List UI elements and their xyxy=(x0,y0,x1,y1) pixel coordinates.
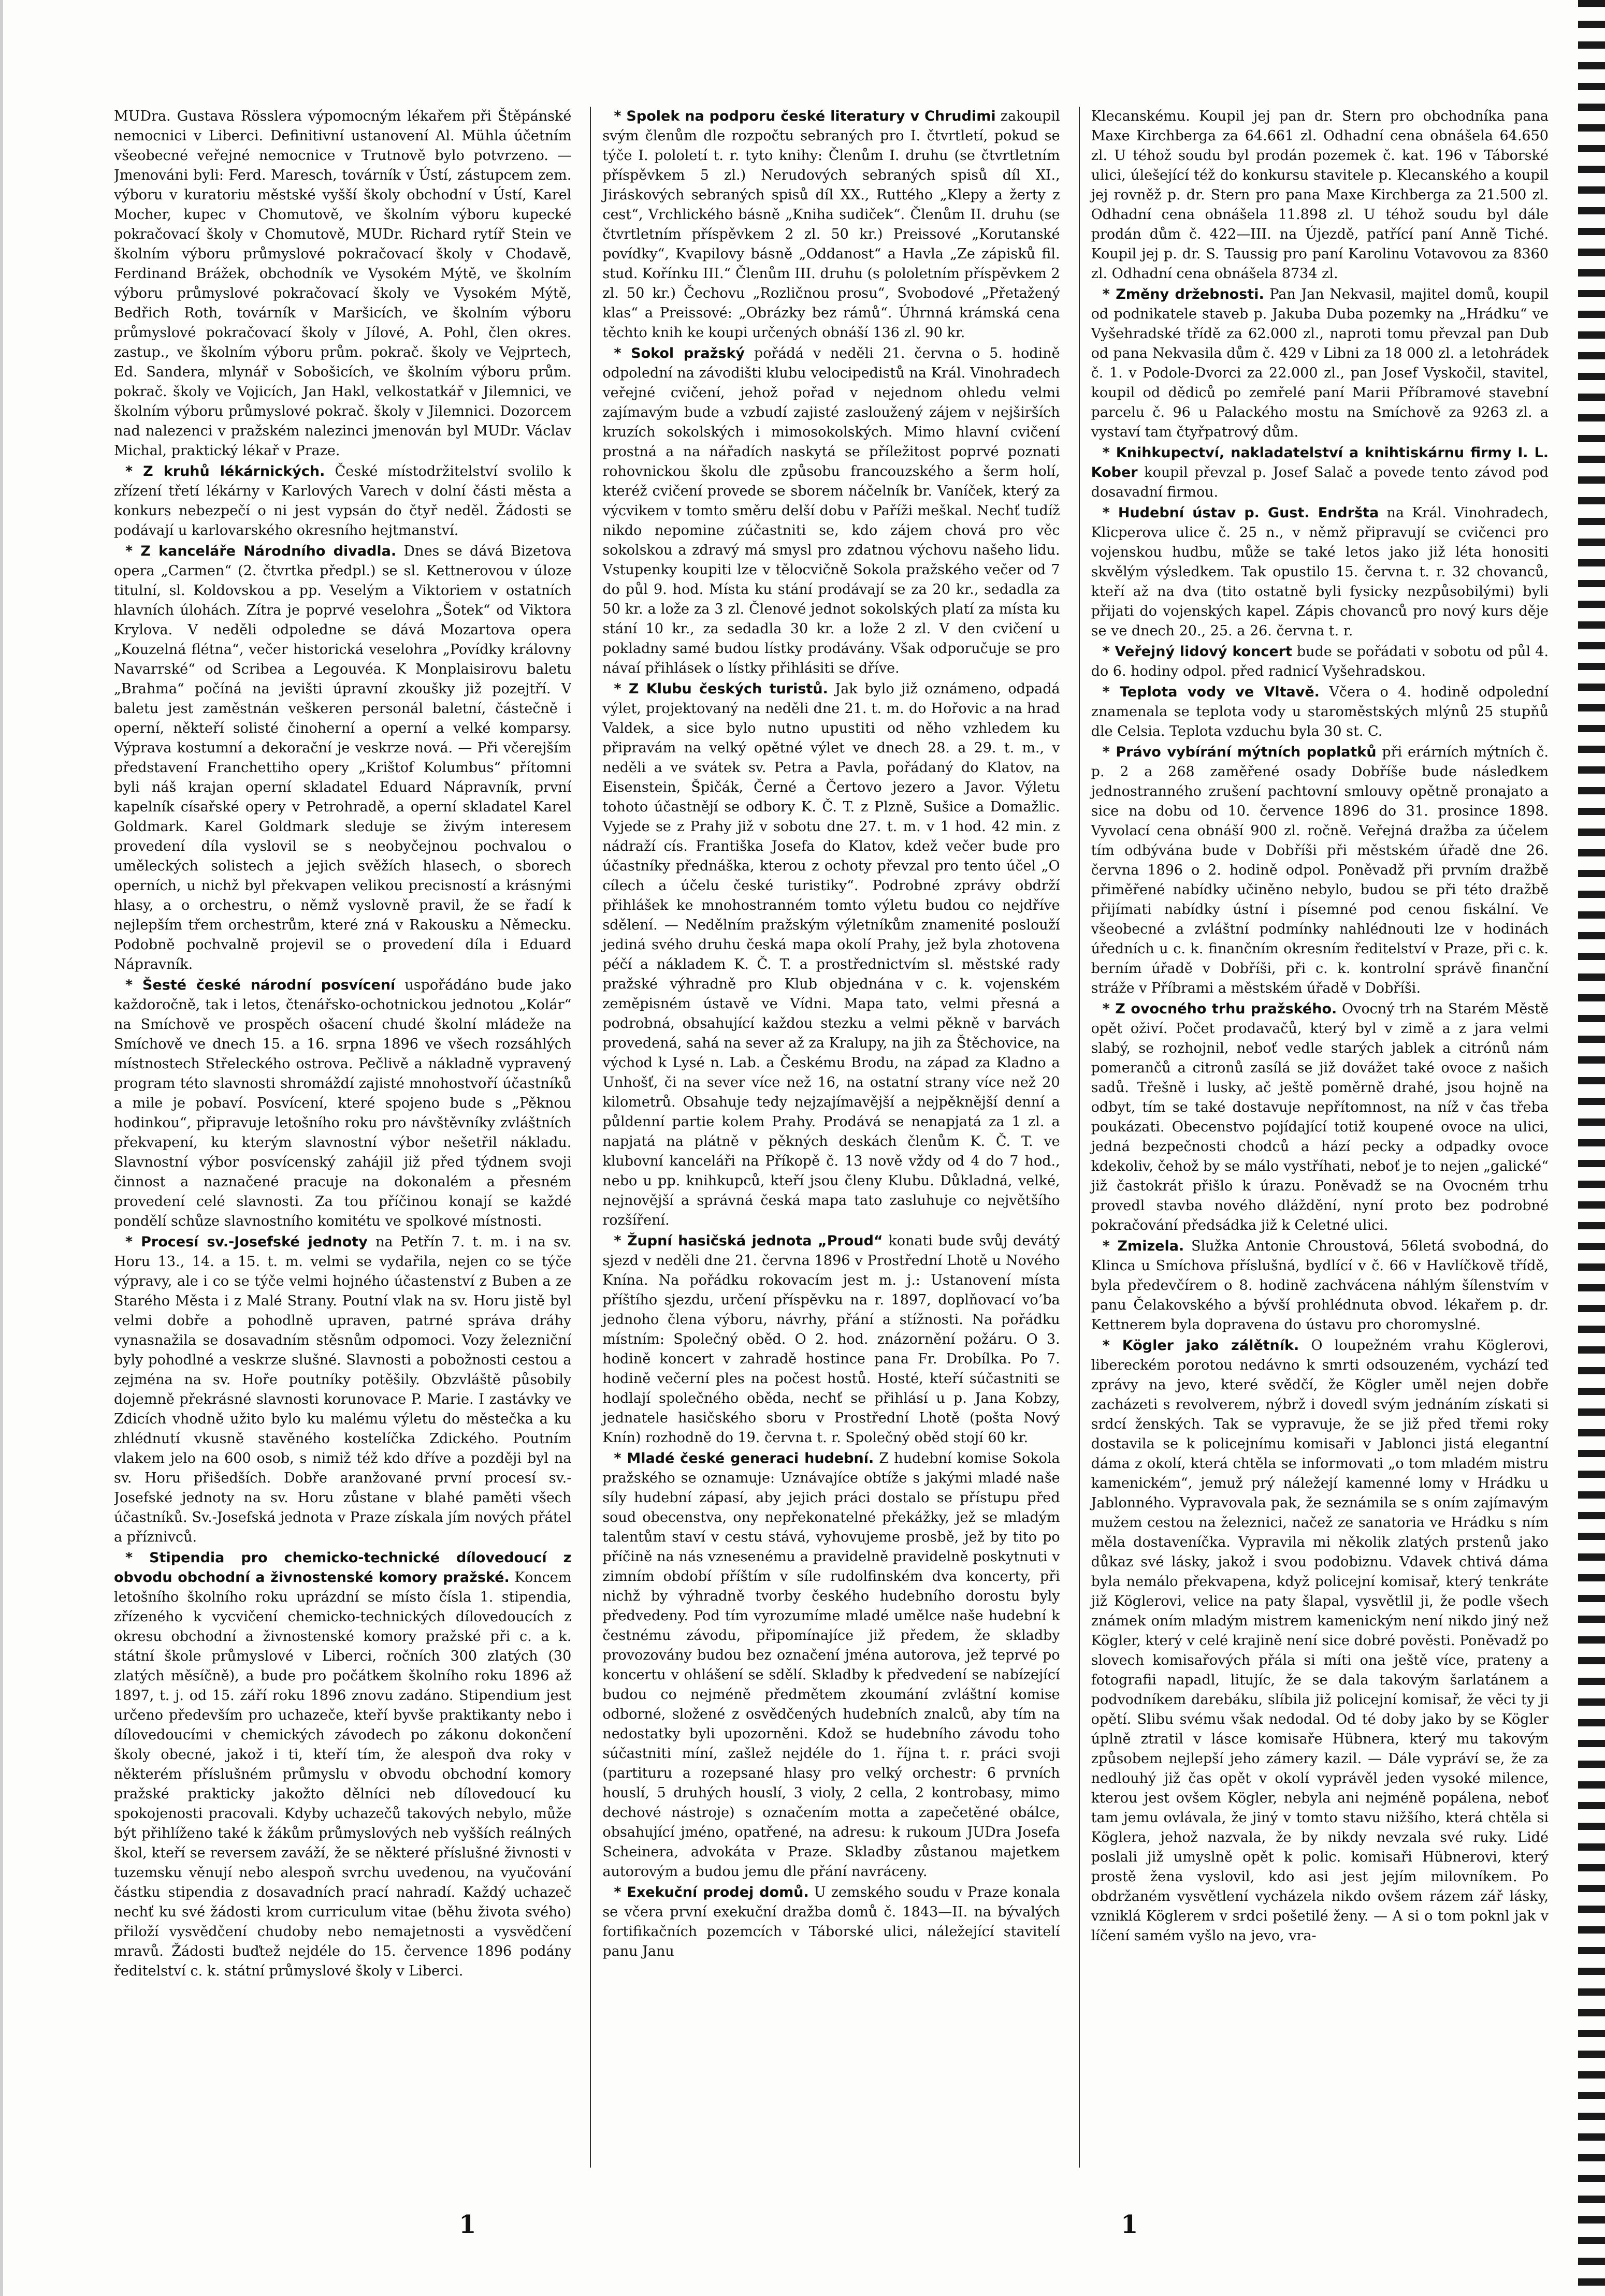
article-paragraph xyxy=(114,1232,571,1547)
article-paragraph xyxy=(114,976,571,1231)
article-text: Ovocný trh na Starém Městě opět oživí. Počet prodavačů, který byl v zimě a z jara velmi slabý, se rozhojnil, neboť vedle starých jablek a citrónů nám pomerančů a citronů zasílá se již dovážet také ovoce z našich sadů. Třešně i lusky, ač ještě poměrně drahé, jsou hojně na odbyt, tím se také dostavuje nepřítomnost, na níž v čas třeba poukázati. Obecenstvo pojídající totiž koupené ovoce na ulici, jedná bezpečnosti chodců a hází pecky a odpadky ovoce kdekoliv, čehož by se málo vystříhati, neboť je to nejen „galické“ již častokrát přišlo k úrazu. Poněvadž se na Ovocném trhu provedl stavba nového dláždění, nyní proto bez podrobné pokračování předsádka již k Celetné ulici. xyxy=(1091,1001,1549,1233)
article-paragraph xyxy=(114,1548,571,1981)
article-text: Včera o 4. hodině odpolední znamenala se teplota vody u staroměstských mlýnů 25 stupňů dle Celsia. Teplota vzduchu byla 30 st. C. xyxy=(1091,684,1549,739)
article-paragraph xyxy=(114,107,571,461)
article-heading: * Sokol pražský xyxy=(614,345,745,361)
article-text: konati bude svůj devátý sjezd v neděli dne 21. června 1896 v Prostřední Lhotě u Nového Knína. Na pořádku rokovacím jest m. j.: Ustanovení místa příštího sjezdu, určení příspěvku na r. 1897, doplňovací vo’ba jednoho člena výboru, návrhy, přání a stížnosti. Na pořádku místním: Společný oběd. O 2. hod. znázornění požáru. O 3. hodině koncert v zahradě hostince pana Fr. Drobílka. Po 7. hodině večerní ples na počest hostů. Hosté, kteří súčastniti se hodlají společného oběda, nechť se přihlásí u p. Jana Kobzy, jednatele hasičského sboru v Prostřední Lhotě (pošta Nový Knín) rozhodně do 19. června t. r. Společný oběd stojí 60 kr. xyxy=(602,1233,1060,1446)
article-paragraph xyxy=(602,1883,1060,1961)
scan-left-edge xyxy=(0,0,3,2296)
column-right xyxy=(1079,107,1549,2168)
article-text: při erárních mýtních č. p. 2 a 268 zaměřené osady Dobříše bude následkem jednostranného zrušení pachtovní smlouvy opětně pronajato a sice na dobu od 10. července 1896 do 31. prosince 1898. Vyvolací cena obnáší 900 zl. ročně. Veřejná dražba za účelem tím odbývána bude v Dobříši při městském úřadě dne 26. června 1896 o 2. hodině odpol. Poněvadž při prvním dražbě přiměřené nabídky učiněno nebylo, budou se při této dražbě přijímati nabídky ústní i písemné pod cenou fiskální. Ve všeobecné a zvláštní podmínky nahlédnouti lze v hodinách úředních u c. k. finančním okresním ředitelství v Praze, při c. k. berním úřadě v Dobříši, při c. k. kontrolní správě finanční stráže v Příbrami a městském úřadě v Dobříši. xyxy=(1091,744,1549,996)
page-mark-right: 1 xyxy=(1121,2210,1138,2239)
article-text: Dnes se dává Bizetova opera „Carmen“ (2. čtvrtka předpl.) se sl. Kettnerovou v úloze titulní, sl. Koldovskou a pp. Veselým a Viktoriem v ostatních hlavních úlohách. Zítra je poprvé veselohra „Šotek“ od Viktora Krylova. V neděli odpoledne se dává Mozartova opera „Kouzelná flétna“, večer historická veselohra „Povídky královny Navarrské“ od Scribea a Legouvéa. K Monplaisirovu baletu „Brahma“ počíná na jevišti úpravní zkoušky již pozejtří. V baletu jest zaměstnán veškeren personál baletní, částečně i operní, někteří solisté činoherní a operní a velké komparsy. Výprava kostumní a dekorační je veskrze nová. — Při včerejším představení Franchettiho opery „Krištof Kolumbus“ přítomni byli náš krajan operní skladatel Eduard Nápravník, první kapelník císařské opery v Petrohradě, a operní skladatel Karel Goldmark. Karel Goldmark sleduje se živým interesem provedení díla vyslovil se s neobyčejnou pochvalou o uměleckých solistech a jejich svěžích hlasech, o sborech operních, u nichž byl překvapen velikou precisností a krásnými hlasy, a o orchestru, o němž vyslovně pravil, že se řadí k nejlepším třem orchestrům, které zná v Rakousku a Německu. Podobně pochvalně projevil se o provedení díla i Eduard Nápravník. xyxy=(114,543,572,972)
article-heading: * Z kanceláře Národního divadla. xyxy=(125,543,397,559)
text-columns xyxy=(114,107,1549,2168)
article-heading: * Z Klubu českých turistů. xyxy=(614,681,828,697)
article-text: bude se pořádati v sobotu od půl 4. do 6. hodiny odpol. před radnicí Vyšehradskou. xyxy=(1091,644,1549,679)
article-paragraph xyxy=(114,542,571,975)
article-paragraph xyxy=(1091,999,1549,1236)
article-heading: * Mladé české generaci hudební. xyxy=(614,1450,874,1466)
article-heading: * Knihkupectví, nakladatelství a knihtiskárnu firmy I. L. Kober xyxy=(1091,445,1549,481)
article-paragraph xyxy=(1091,642,1549,681)
article-paragraph xyxy=(602,1449,1060,1882)
column-middle xyxy=(590,107,1060,2168)
article-paragraph xyxy=(1091,1336,1549,1946)
article-paragraph xyxy=(1091,1237,1549,1335)
article-paragraph xyxy=(1091,682,1549,742)
article-text: Služka Antonie Chroustová, 56letá svobodná, do Klinca u Smíchova příslušná, bydlící v č. 66 v Havlíčkově třídě, byla předevčírem o 8. hodině zachvácena náhlým šílenstvím v panu Čelakovského a bývší prohlédnuta obvod. lékařem p. dr. Kettnerem byla dopravena do ústavu pro choromyslné. xyxy=(1091,1238,1549,1333)
article-text: O loupežném vrahu Köglerovi, libereckém porotou nedávno k smrti odsouzeném, vychází teď zprávy na jevo, které svědčí, že Kögler uměl nejen dobře zacházeti s revolverem, nýbrž i dovedl svým jednáním získati si srdcí ženských. Tak se vypravuje, že se již před třemi roky dostavila se k policejnímu komisaři v Jablonci jistá elegantní dáma z okolí, která chtěla se informovati „o tom mladém mistru kamenickém“, jemuž prý náležejí kamenné lomy v Hrádku u Jablonného. Vypravovala pak, že seznámila se s oním zajímavým mužem cestou na železnici, načež ze sanatoria ve Hrádku s ním měla dostaveníčka. Vypravila mi několik zlatých prstenů jako důkaz své lásky, jakož i svou podobiznu. Vdavek chtivá dáma byla nemálo překvapena, když policejní komisař, který tenkráte již Köglerovi, velice na paty šlapal, vysvětlil ji, že podle všech známek oním mladým mistrem kamenickým není nikdo jiný než Kögler, který v celé krajině není sice dobré pověsti. Poněvadž po slovech komisařových přála si míti ona ještě více, prateny a fotografii napadl, litujíc, že se dala takovým šarlatánem a podvodníkem darebáku, slíbila již policejní komisař, že věci ty ji opětí. Slibu svému však nedodal. Od té doby jako by se Kögler úplně ztratil v lásce komisaře Hübnera, který mu takovým způsobem nejlepší jeho zámery kazil. — Dále vypráví se, že za nedlouhý již čas opět v okolí vyprávěl jeden vysoké milence, kterou jest ovšem Kögler, nebyla ani nejméně popálena, neboť tam jemu ovlávala, že jiný v tomto stavu nižšího, která chtěla si Köglera, jehož nazvala, že by nikdy nevzala své ruky. Lidé poslali již umyslně opět k polic. komisaři Hübnerovi, který prostě žena vyslovil, kdo asi jest jejím milovníkem. Po obdržaném vysvětlení vycházela nikdo ovšem rázem zář lásky, vzniklá Köglerem v srdci pošetilé ženy. — A si o tom poknl jak v líčení samém vyšlo na jevo, vra- xyxy=(1091,1338,1549,1944)
article-text: Jak bylo již oznámeno, odpadá výlet, projektovaný na neděli dne 21. t. m. do Hořovic a na hrad Valdek, a sice bylo nutno upustiti od něho vzhledem ku připravám na velký opětné výlet ve dnech 28. a 29. t. m., v neděli a ve svátek sv. Petra a Pavla, pořádaný do Klatov, na Eisenstein, Špičák, Černé a Čertovo jezero a Javor. Výletu tohoto účastnějí se odbory K. Č. T. z Plzně, Sušice a Domažlic. Vyjede se z Prahy již v sobotu dne 27. t. m. v 1 hod. 42 min. z nádraží cís. Františka Josefa do Klatov, kdež večer bude pro účastníky přednáška, kterou z ochoty převzal pro tento účel „O cílech a účelu české turistiky“. Podrobné zprávy obdrží přihlášek ke mnohostranném tomto výletu budou co nejdříve sdělení. — Nedělním pražským výletníkům znamenité poslouží jediná svého druhu česká mapa okolí Prahy, jež byla zhotovena péčí a nákladem K. Č. T. a prostřednictvím sl. městské rady pražské výhradně pro Klub objednána v c. k. vojenském zeměpisném ústavě ve Vídni. Mapa tato, velmi přesná a podrobná, obsahující každou stezku a velmi pěkně v barvách provedená, sahá na sever až za Kralupy, na jih za Štěchovice, na východ k Lysé n. Lab. a Českému Brodu, na západ za Kladno a Unhošť, či na sever více než 16, na ostatní strany více než 20 kilometrů. Obsahuje tedy nejzajímavější a nejpěknější denní a půldenní partie kolem Prahy. Prodává se nenapjatá za 1 zl. a napjatá na plátně v pěkných deskách členům K. Č. T. ve klubovní kanceláři na Příkopě č. 13 nově vždy od 4 do 7 hod., nebo u pp. knihkupců, kteří jsou členy Klubu. Důkladná, velké, nejnovější a správná česká mapa tato zasluhuje co největšího rozšíření. xyxy=(602,681,1060,1228)
article-heading: * Spolek na podporu české literatury v Chrudimi xyxy=(614,108,996,124)
article-heading: * Zmizela. xyxy=(1102,1238,1184,1254)
article-paragraph xyxy=(602,107,1060,343)
article-text: na Král. Vinohradech, Klicperova ulice č. 25 n., v němž připravují se cvičenci pro vojenskou hudbu, může se také letos jako již léta honositi skvělým výsledkem. Tak opustilo 15. června t. r. 32 chovanců, kteří až na dva (tito ostatně byli fysicky nezpůsobilými) byli přijati do vojenských kapel. Zápis chovanců pro nový kurs děje se ve dnech 20., 25. a 26. června t. r. xyxy=(1091,505,1549,639)
article-paragraph xyxy=(602,1231,1060,1448)
column-left xyxy=(114,107,571,2168)
article-paragraph xyxy=(1091,503,1549,641)
article-heading: * Stipendia pro chemicko-technické dílovedoucí z obvodu obchodní a živnostenské komory pražské. xyxy=(114,1550,572,1586)
article-text: U zemského soudu v Praze konala se včera první exekuční dražba domů č. 1843—II. na bývalých fortifikačních pozemcích v Táborské ulici, náležející stavitelí panu Janu xyxy=(602,1884,1060,1959)
article-paragraph xyxy=(602,344,1060,678)
article-heading: * Kögler jako zálětník. xyxy=(1102,1338,1299,1354)
article-paragraph xyxy=(114,462,571,541)
article-text: MUDra. Gustava Rösslera výpomocným lékařem při Štěpánské nemocnici v Liberci. Definitivní ustanovení Al. Mühla účetním všeobecné veřejné nemocnice v Trutnově bylo potvrzeno. — Jmenováni byli: Ferd. Maresch, továrník v Ústí, zástupcem zem. výboru v kuratoriu městské vyšší školy obchodní v Ústí, Karel Mocher, kupec v Chomutově, ve školním výboru kupecké pokračovací školy v Chomutově, MUDr. Richard rytíř Stein ve školním výboru průmyslové pokračovací školy v Chodavě, Ferdinand Brážek, obchodník ve Vysokém Mýtě, ve školním výboru průmyslové pokračovací školy ve Vysokém Mýtě, Bedřich Roth, továrník v Maršicích, ve školním výboru průmyslové pokračovací školy v Jílové, A. Pohl, člen okres. zastup., ve školním výboru prům. pokrač. školy ve Vejprtech, Ed. Sandera, mlynář v Sobošicích, ve školním výboru prům. pokrač. školy ve Vojicích, Jan Hakl, velkostatkář v Jilemnici, ve školním výboru průmyslové pokrač. školy v Jilemnici. Dozorcem nad nalezenci v pražském nalezinci jmenován byl MUDr. Václav Michal, praktický lékař v Praze. xyxy=(114,108,572,459)
article-heading: * Z ovocného trhu pražského. xyxy=(1102,1001,1337,1017)
article-paragraph xyxy=(602,679,1060,1230)
article-heading: * Veřejný lidový koncert xyxy=(1102,644,1292,660)
article-heading: * Hudební ústav p. Gust. Endršta xyxy=(1102,505,1379,521)
page-mark-left: 1 xyxy=(459,2210,476,2239)
article-heading: * Exekuční prodej domů. xyxy=(614,1884,809,1900)
article-heading: * Z kruhů lékárnických. xyxy=(125,463,325,479)
article-paragraph xyxy=(1091,107,1549,284)
article-text: Pan Jan Nekvasil, majitel domů, koupil od podnikatele staveb p. Jakuba Duba pozemky na „Hrádku“ ve Vyšehradské třídě za 62.000 zl., naproti tomu převzal pan Dub od pana Nekvasila dům č. 429 v Libni za 18 000 zl. a letohrádek č. 1. v Podole-Dvorci za 22.000 zl., pan Josef Vyskočil, stavitel, koupil od dědiců po zemřelé paní Marii Příbramové stavební parcelu č. 96 u Palackého mostu na Smíchově za 9263 zl. a vystaví tam čtyřpatrový dům. xyxy=(1091,286,1549,440)
article-heading: * Změny držebnosti. xyxy=(1102,286,1264,302)
article-text: koupil převzal p. Josef Salač a povede tento závod pod dosavadní firmou. xyxy=(1091,464,1549,500)
article-text: Koncem letošního školního roku uprázdní se místo čísla 1. stipendia, zřízeného k vycvičení chemicko-technických dílovedoucích z okresu obchodní a živnostenské komory pražské při c. a k. státní škole průmyslové v Liberci, ročních 300 zlatých (30 zlatých měsíčně), a bude pro počátkem školního roku 1896 až 1897, t. j. od 15. září roku 1896 znovu zadáno. Stipendium jest určeno především pro uchazeče, kteří byvše praktikanty nebo i dílovedoucími v chemických závodech po zákonu dokončení školy obecné, jakož i ti, kteří tím, že alespoň dva roky v některém příslušném průmyslu v obvodu obchodní komory pražské prakticky jakožto dělníci neb dílovedoucí ku spokojenosti pracovali. Kdyby uchazečů takových nebylo, může být přihlíženo také k žákům průmyslových neb vyšších reálných škol, kteří se reversem zaváží, že se některé příslušné živnosti v tuzemsku věnují nebo alespoň svrchu uvedenou, na vyučování částku stipendia z dosavadních prací nahradí. Každý uchazeč nechť ku své žádosti krom curriculum vitae (běhu života svého) přiloží vysvědčení chudoby nebo nemajetnosti a vysvědčení mravů. Žádosti buďtež nejdéle do 15. července 1896 podány ředitelství c. k. státní průmyslové školy v Liberci. xyxy=(114,1570,572,1979)
article-text: Klecanskému. Koupil jej pan dr. Stern pro obchodníka pana Maxe Kirchberga za 64.661 zl. Odhadní cena obnášela 64.650 zl. U téhož soudu byl prodán pozemek č. kat. 196 v Táborské ulici, úlešející též do konkursu stavitele p. Klecanského a koupil jej rovněž p. dr. Stern pro pana Maxe Kirchberga za 21.500 zl. Odhadní cena obnášela 11.898 zl. U téhož soudu byl dále prodán dům č. 422—III. na Újezdě, patřící paní Anně Tiché. Koupil jej p. dr. S. Taussig pro paní Karolinu Votavovou za 8360 zl. Odhadní cena obnášela 8734 zl. xyxy=(1091,108,1549,282)
article-heading: * Právo vybírání mýtních poplatků xyxy=(1102,744,1377,760)
article-heading: * Procesí sv.-Josefské jednoty xyxy=(125,1234,368,1250)
article-text: na Petřín 7. t. m. i na sv. Horu 13., 14. a 15. t. m. velmi se vydařila, nejen co se týče výpravy, ale i co se týče velmi hojného účastenství z Buben a ze Starého Města i z Malé Strany. Poutní vlak na sv. Horu jistě byl velmi dobře a pohodlně upraven, patrné správa dráhy vynasnažila se dosavadním stěsnům odpomoci. Vozy železniční byly pohodlné a veskrze slušné. Slavnosti a pobožnosti cestou a zejména na sv. Hoře poutníky potěšily. Obzvláště působily dojemně překrásné slavnosti korunovace P. Marie. I zastávky ve Zdicích vhodně užito bylo ku malému výletu do městečka a ku zhlédnutí vkusně stavěného kostelíčka Zdického. Poutním vlakem jelo na 600 osob, s nimiž též kdo dříve a později byl na sv. Horu přišedších. Dobře aranžované první procesí sv.-Josefské jednoty na sv. Horu zůstane v blahé paměti všech účastníků. Sv.-Josefská jednota v Praze získala jím nových přátel a příznivců. xyxy=(114,1234,572,1545)
article-text: České místodržitelství svolilo k zřízení třetí lékárny v Karlových Varech v dolní části města a konkurs nebezpečí o ni jest vypsán do čtyř neděl. Žádosti se podávají u karlovarského okresního hejtmanství. xyxy=(114,463,572,539)
article-paragraph xyxy=(1091,743,1549,998)
article-heading: * Župní hasičská jednota „Proud“ xyxy=(614,1233,883,1249)
article-paragraph xyxy=(1091,443,1549,502)
article-text: pořádá v neděli 21. června o 5. hodině odpolední na závodišti klubu velocipedistů na Král. Vinohradech veřejné cvičení, jehož pořad v nejednom ohledu velmi zajímavým bude a vzbudí zajisté zasloužený zájem v nejširších kruzích sokolských i mimosokolských. Mimo hlavní cvičení prostná a na nářadích naskytá se příležitost poprvé poznati rohovnickou školu dle způsobu francouzského a šerm holí, kteréž cvičení provede se sborem náčelník br. Vaníček, který za výcvikem v tomto směru delší dobu v Paříži meškal. Nechť tudíž nikdo nepomine zúčastniti se, kdo zájem chová pro věc sokolskou a zdravý má smysl pro zdatnou výchovu našeho lidu. Vstupenky koupiti lze v tělocvičně Sokola pražského večer od 7 do půl 9. hod. Místa ku stání prodávají se za 20 kr., sedadla za 50 kr. a lože za 3 zl. Členové jednot sokolských platí za místa ku stání 10 kr., za sedadla 30 kr. a lože 2 zl. V den cvičení u pokladny samé budou lístky prodávány. Však odporučuje se pro návaí přihlásek o lístky přihlásiti se dříve. xyxy=(602,345,1060,676)
article-text: uspořádáno bude jako každoročně, tak i letos, čtenářsko-ochotnickou jednotou „Kolár“ na Smíchově ve prospěch ošacení chudé školní mládeže na Smíchově ve dnech 15. a 16. srpna 1896 ve všech rozsáhlých místnostech Střeleckého ostrova. Pečlivě a nákladně vypravený program této slavnosti shromáždí zajisté mnohostvoří účastníků a mile je pobaví. Posvícení, které spojeno bude s „Pěknou hodinkou“, připravuje letošního roku pro návštěvníky zvláštních překvapení, ku kterým slavnostní výbor nešetřil nákladu. Slavnostní výbor posvícenský zahájil již před týdnem svoji činnost a naznačené pracuje na dokonalém a přesném provedení celé slavnosti. Za tou příčinou konají se každé pondělí schůze slavnostního komitétu ve spolkové místnosti. xyxy=(114,977,572,1229)
article-heading: * Teplota vody ve Vltavě. xyxy=(1102,684,1320,700)
article-paragraph xyxy=(1091,285,1549,442)
article-heading: * Šesté české národní posvícení xyxy=(125,977,396,993)
scan-right-edge xyxy=(1578,0,1605,2296)
article-text: Z hudební komise Sokola pražského se oznamuje: Uznávajíce obtíže s jakými mladé naše síly hudební zápasí, aby jejich práci dostalo se přístupu před soud obecenstva, ony nepřekonatelné překážky, jež se mladým talentům staví v cestu stává, vyhovujeme prosbě, jež by tito po příčině na nás vznesenému a pravidelně pravidelně poskytnuti v zimním období příštím v síle rudolfinském dva koncerty, při nichž by výhradně tvorby českého hudebního dorostu byly předvedeny. Pod tím vyrozumíme mladé umělce naše hudební k čestnému závodu, připomínajíce již předem, že skladby provozovány budou bez označení jména autorova, jež teprvé po koncertu v ohlášení se sdělí. Skladby k předvedení se nabízející budou co nejméně předmětem zkoumání zvláštní komise odborné, složené z osvědčených hudebních znalců, aby tím na nedostatky byli upozorněni. Kdož se hudebního závodu toho súčastniti míní, zašlež nejdéle do 1. října t. r. práci svoji (partituru a rozepsané hlasy pro velký orchestr: 6 prvních houslí, 5 druhých houslí, 3 violy, 2 cella, 2 kontrobasy, mimo dechové nástroje) s označením motta a zapečetěné obálce, obsahující jméno, opatřené, na adresu: k rukoum JUDra Josefa Scheinera, advokáta v Praze. Skladby zůstanou majetkem autorovým a budou jemu dle přání navráceny. xyxy=(602,1450,1060,1880)
article-text: zakoupil svým členům dle rozpočtu sebraných pro I. čtvrtletí, pokud se týče I. pololetí t. r. tyto knihy: Členům I. druhu (se čtvrtletním příspěvkem 5 zl.) Nerudových sebraných spisů díl XI., Jiráskových sebraných spisů díl XX., Ruttého „Klepy a žerty z cest“, Vrchlického básně „Kniha sudiček“. Členům II. druhu (se čtvrtletním příspěvkem 2 zl. 50 kr.) Preissové „Korutanské povídky“, Kvapilovy básně „Oddanost“ a Havla „Ze zápisků fil. stud. Kořínku III.“ Členům III. druhu (s pololetním příspěvkem 2 zl. 50 kr.) Čechovu „Rozličnou prosu“, Svobodové „Přetažený klas“ a Preissové: „Obrázky bez rámů“. Úhrnná krámská cena těchto knih ke koupi určených obnáší 136 zl. 90 kr. xyxy=(602,108,1060,341)
